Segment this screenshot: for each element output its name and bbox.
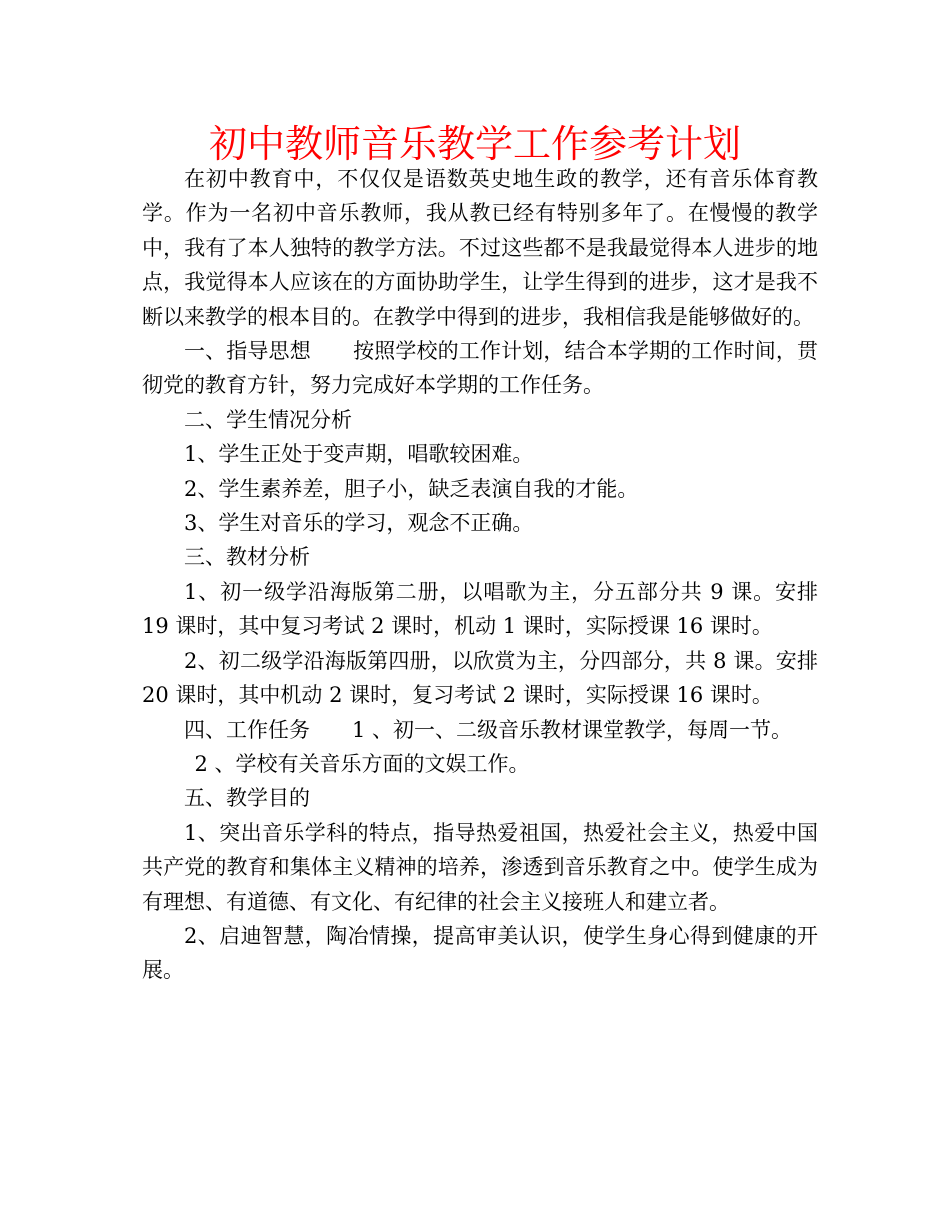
document-title: 初中教师音乐教学工作参考计划	[208, 122, 741, 166]
section-heading-textbook-analysis: 三、教材分析	[184, 545, 310, 570]
student-analysis-item-3: 3、学生对音乐的学习，观念不正确。	[184, 511, 534, 536]
teaching-goals-item-1: 1、突出音乐学科的特点，指导热爱祖国，热爱社会主义，热爱中国共产党的教育和集体主义精神的培养，渗透到音乐教育之中。使学生成为有理想、有道德、有文化、有纪律的社会主义接班人和建立者。	[142, 820, 818, 914]
textbook-analysis-item-2: 2、初二级学沿海版第四册，以欣赏为主，分四部分，共 8 课。安排 20 课时，其中机动 2 课时，复习考试 2 课时，实际授课 16 课时。	[142, 648, 818, 708]
intro-paragraph: 在初中教育中，不仅仅是语数英史地生政的教学，还有音乐体育教学。作为一名初中音乐教师，我从教已经有特别多年了。在慢慢的教学中，我有了本人独特的教学方法。不过这些都不是我最觉得本人进步的地点，我觉得本人应该在的方面协助学生，让学生得到的进步，这才是我不断以来教学的根本目的。在教学中得到的进步，我相信我是能够做好的。	[142, 167, 818, 329]
student-analysis-item-1: 1、学生正处于变声期，唱歌较困难。	[184, 442, 534, 467]
section-heading-teaching-goals: 五、教学目的	[184, 786, 310, 811]
student-analysis-item-2: 2、学生素养差，胆子小，缺乏表演自我的才能。	[184, 476, 639, 501]
document-body	[142, 162, 818, 988]
section-heading-student-analysis: 二、学生情况分析	[184, 407, 352, 432]
work-tasks-item-2: 2 、学校有关音乐方面的文娱工作。	[194, 751, 530, 776]
work-tasks-paragraph: 四、工作任务 1 、初一、二级音乐教材课堂教学，每周一节。	[184, 717, 793, 742]
guiding-thought-paragraph: 一、指导思想 按照学校的工作计划，结合本学期的工作时间，贯彻党的教育方针，努力完成好本学期的工作任务。	[142, 339, 818, 398]
textbook-analysis-item-1: 1、初一级学沿海版第二册，以唱歌为主，分五部分共 9 课。安排 19 课时，其中复习考试 2 课时，机动 1 课时，实际授课 16 课时。	[142, 579, 818, 639]
teaching-goals-item-2: 2、启迪智慧，陶冶情操，提高审美认识，使学生身心得到健康的开展。	[142, 923, 818, 983]
